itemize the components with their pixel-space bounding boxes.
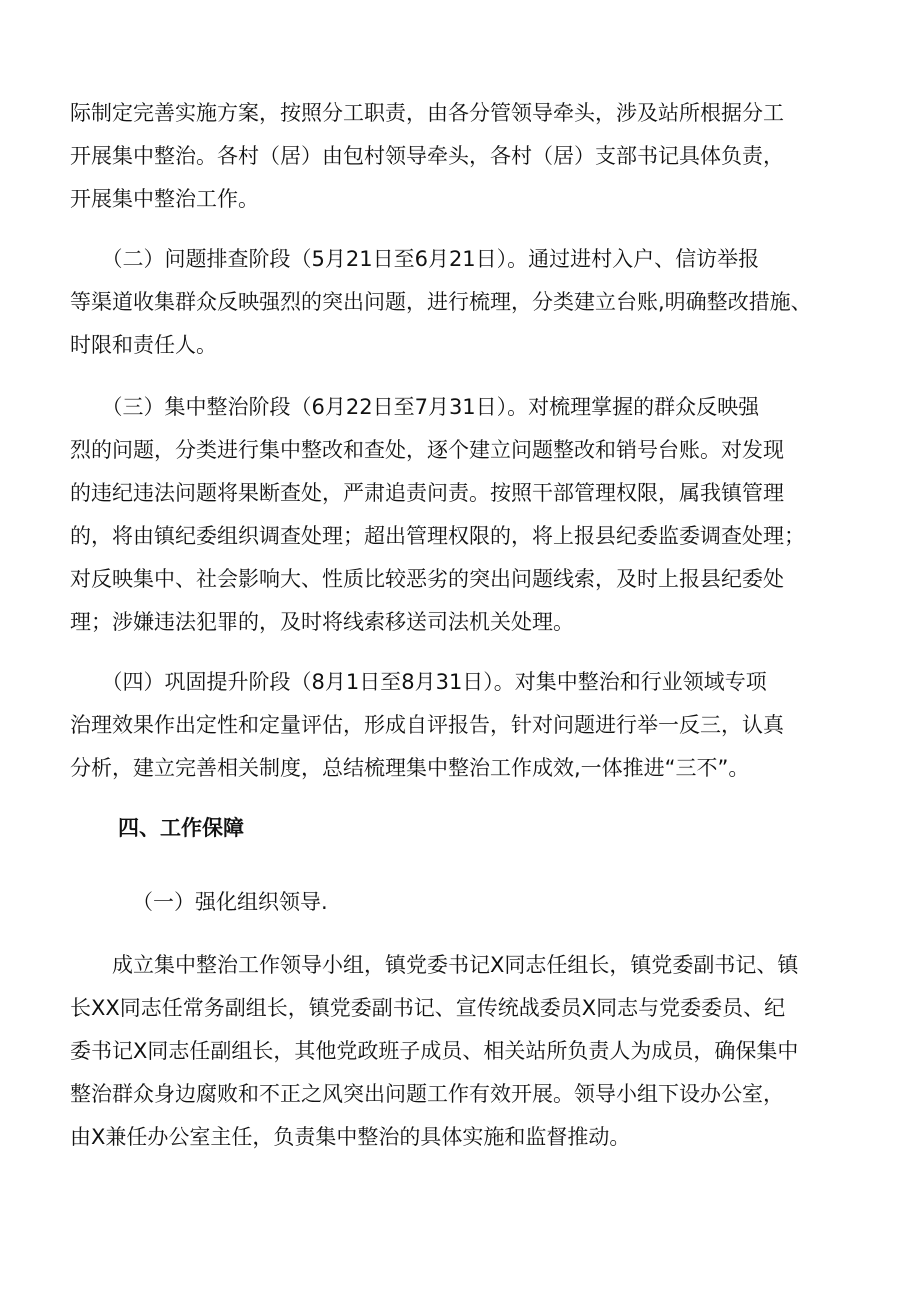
text-line: 烈的问题，分类进行集中整改和查处，逐个建立问题整改和销号台账。对发现	[70, 438, 784, 462]
text-line: 开展集中整治工作。	[70, 187, 259, 211]
text-line: 等渠道收集群众反映强烈的突出问题，进行梳理，分类建立台账,明确整改措施、	[70, 290, 812, 314]
paragraph-rectification-stage	[70, 386, 890, 644]
section-heading: 四、工作保障	[118, 815, 244, 840]
text-line: （一）强化组织领导.	[132, 890, 328, 914]
text-line: （三）集中整治阶段（6月22日至7月31日）。对梳理掌握的群众反映强	[70, 395, 760, 419]
text-line: 开展集中整治。各村（居）由包村领导牵头，各村（居）支部书记具体负责，	[70, 144, 784, 168]
text-line: 的，将由镇纪委组织调查处理；超出管理权限的，将上报县纪委监委调查处理；	[70, 524, 805, 548]
text-line: 整治群众身边腐败和不正之风突出问题工作有效开展。领导小组下设办公室，	[70, 1082, 784, 1106]
sub-heading	[70, 881, 890, 924]
text-line: 治理效果作出定性和定量评估，形成自评报告，针对问题进行举一反三，认真	[70, 713, 784, 737]
text-line: （二）问题排查阶段（5月21日至6月21日）。通过进村入户、信访举报	[70, 247, 760, 271]
text-line: 对反映集中、社会影响大、性质比较恶劣的突出问题线索，及时上报县纪委处	[70, 567, 784, 591]
paragraph-leadership-group	[70, 944, 890, 1159]
paragraph-investigation-stage	[70, 238, 890, 367]
text-line: 的违纪违法问题将果断查处，严肃追责问责。按照干部管理权限，属我镇管理	[70, 481, 784, 505]
text-line: （四）巩固提升阶段（8月1日至8月31日）。对集中整治和行业领域专项	[70, 670, 767, 694]
paragraph-consolidation-stage	[70, 661, 890, 790]
text-line: 成立集中整治工作领导小组，镇党委书记X同志任组长，镇党委副书记、镇	[70, 953, 799, 977]
text-line: 委书记X同志任副组长，其他党政班子成员、相关站所负责人为成员，确保集中	[70, 1039, 799, 1063]
paragraph-implementation-plan	[70, 92, 890, 221]
text-line: 分析，建立完善相关制度，总结梳理集中整治工作成效,一体推进“三不”。	[70, 756, 750, 780]
text-line: 长XX同志任常务副组长，镇党委副书记、宣传统战委员X同志与党委委员、纪	[70, 996, 786, 1020]
text-line: 时限和责任人。	[70, 333, 217, 357]
text-line: 际制定完善实施方案，按照分工职责，由各分管领导牵头，涉及站所根据分工	[70, 101, 784, 125]
text-line: 由X兼任办公室主任，负责集中整治的具体实施和监督推动。	[70, 1125, 631, 1149]
text-line: 理；涉嫌违法犯罪的，及时将线索移送司法机关处理。	[70, 610, 574, 634]
